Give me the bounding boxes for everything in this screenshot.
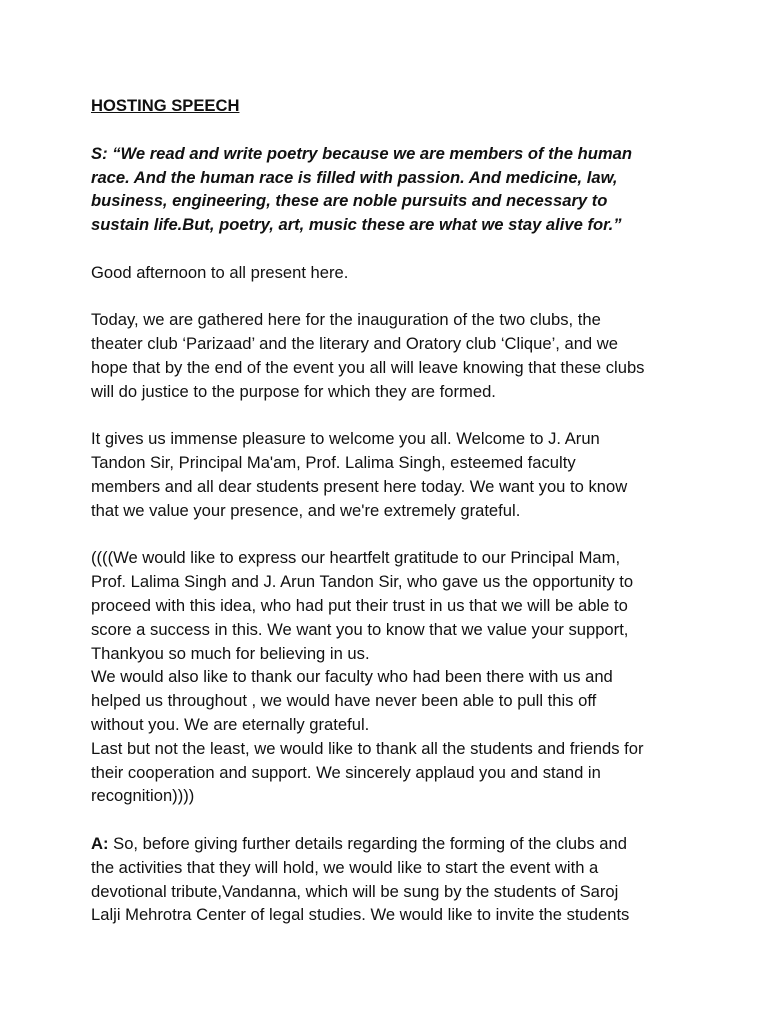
speaker-label: A:	[91, 833, 109, 853]
document-title: HOSTING SPEECH	[91, 96, 240, 115]
paragraph-line: their cooperation and support. We sincerely applaud you and stand in	[91, 762, 601, 782]
paragraph-line: without you. We are eternally grateful.	[91, 714, 370, 734]
paragraph-line: recognition))))	[91, 786, 195, 806]
quote-line: S: “We read and write poetry because we are members of the human	[91, 143, 632, 163]
paragraph-line: score a success in this. We want you to know that we value your support,	[91, 619, 629, 639]
document-body	[91, 94, 691, 951]
paragraph-line: will do justice to the purpose for which they are formed.	[91, 381, 496, 401]
students-thanks-paragraph	[91, 737, 691, 808]
quote-line: sustain life.But, poetry, art, music these are what we stay alive for.”	[91, 215, 622, 235]
paragraph-line: Lalji Mehrotra Center of legal studies. We would like to invite the students	[91, 905, 630, 925]
welcome-paragraph	[91, 427, 691, 522]
inauguration-paragraph	[91, 308, 691, 403]
quote-line: race. And the human race is filled with passion. And medicine, law,	[91, 167, 618, 187]
paragraph-line: the activities that they will hold, we would like to start the event with a	[91, 857, 599, 877]
paragraph-line: that we value your presence, and we're extremely grateful.	[91, 500, 521, 520]
paragraph-line: ((((We would like to express our heartfelt gratitude to our Principal Mam,	[91, 548, 621, 568]
speaker-a-paragraph	[91, 832, 691, 927]
opening-quote	[91, 142, 691, 237]
paragraph-line: Thankyou so much for believing in us.	[91, 643, 370, 663]
paragraph-line: Today, we are gathered here for the inauguration of the two clubs, the	[91, 310, 601, 330]
paragraph-line: hope that by the end of the event you all will leave knowing that these clubs	[91, 357, 645, 377]
greeting-paragraph	[91, 261, 691, 285]
quote-line: business, engineering, these are noble pursuits and necessary to	[91, 191, 608, 211]
paragraph-line	[91, 832, 691, 856]
paragraph-line: devotional tribute,Vandanna, which will be sung by the students of Saroj	[91, 881, 619, 901]
faculty-thanks-paragraph	[91, 665, 691, 736]
gratitude-paragraph	[91, 546, 691, 665]
paragraph-line: Last but not the least, we would like to thank all the students and friends for	[91, 738, 644, 758]
paragraph-line: Tandon Sir, Principal Ma'am, Prof. Lalima Singh, esteemed faculty	[91, 453, 576, 473]
paragraph-line: theater club ‘Parizaad’ and the literary and Oratory club ‘Clique’, and we	[91, 334, 618, 354]
paragraph-line: We would also like to thank our faculty who had been there with us and	[91, 667, 613, 687]
paragraph-text: So, before giving further details regarding the forming of the clubs and	[108, 833, 627, 853]
greeting-line: Good afternoon to all present here.	[91, 262, 349, 282]
paragraph-line: It gives us immense pleasure to welcome you all. Welcome to J. Arun	[91, 429, 600, 449]
paragraph-line: Prof. Lalima Singh and J. Arun Tandon Sir, who gave us the opportunity to	[91, 572, 634, 592]
paragraph-line: members and all dear students present here today. We want you to know	[91, 476, 628, 496]
paragraph-line: proceed with this idea, who had put their trust in us that we will be able to	[91, 595, 628, 615]
paragraph-line: helped us throughout , we would have never been able to pull this off	[91, 691, 597, 711]
